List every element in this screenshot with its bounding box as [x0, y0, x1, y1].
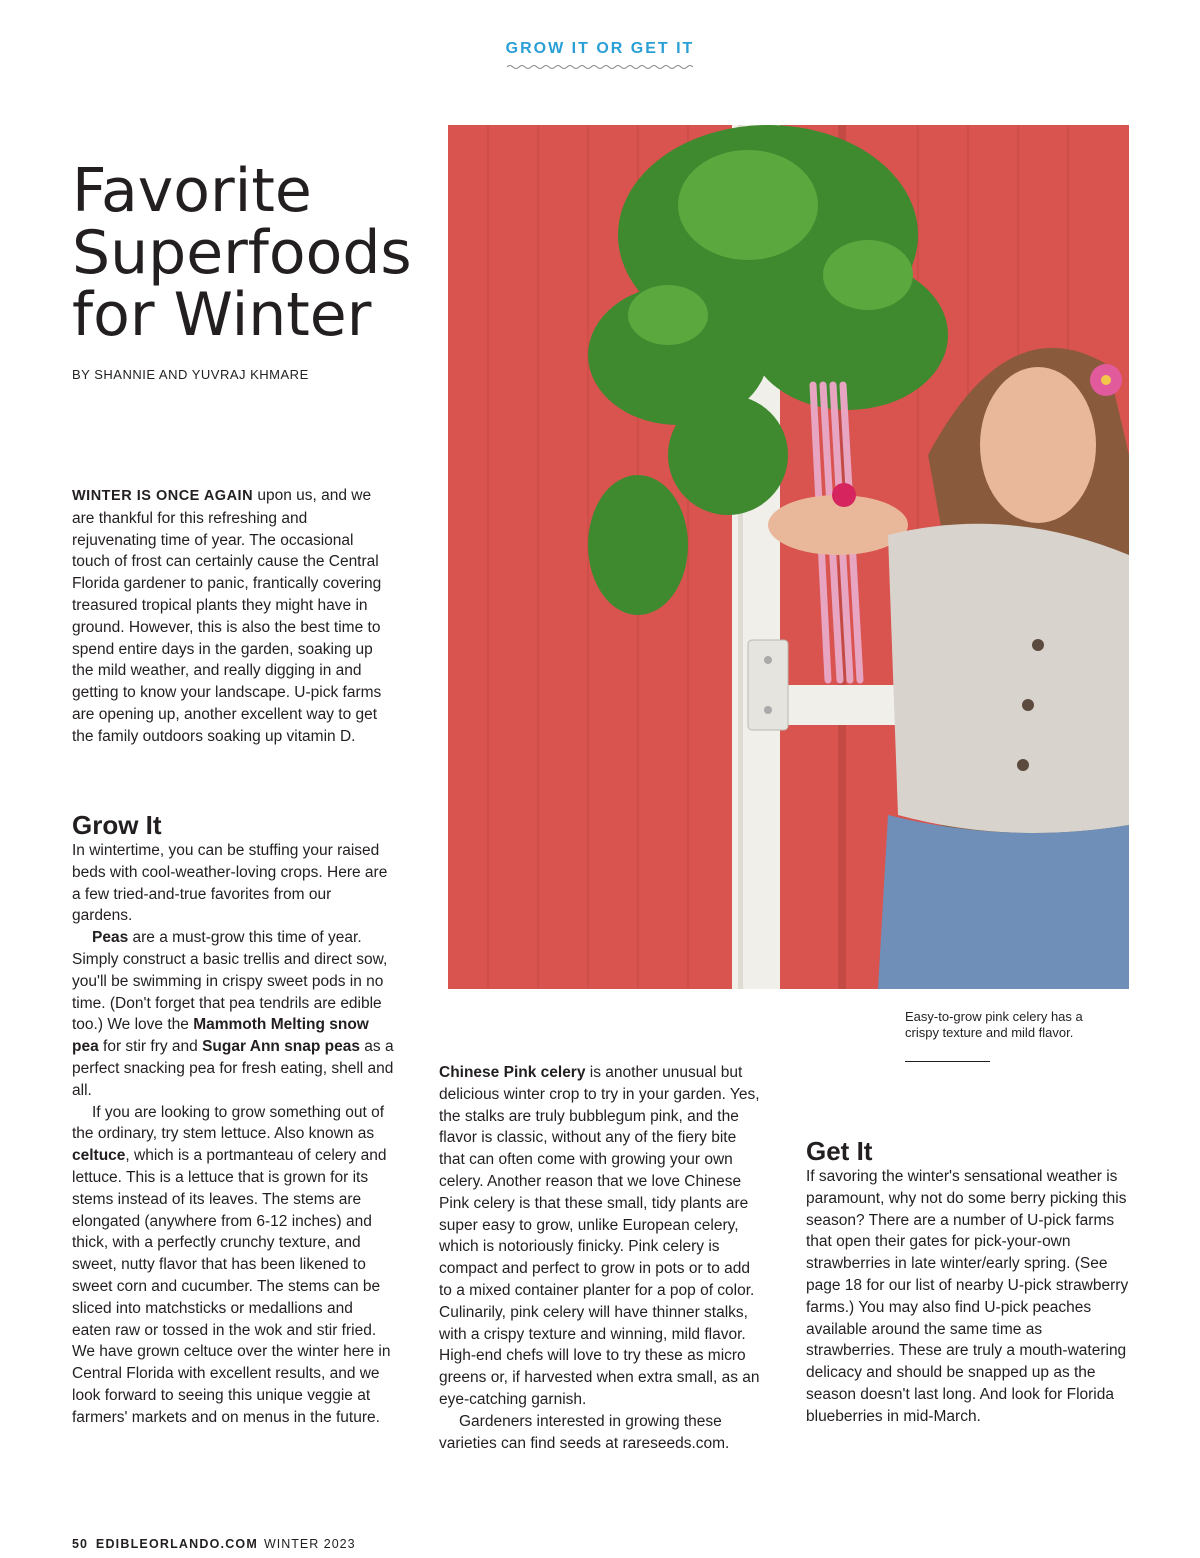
celery-paragraph-2: Gardeners interested in growing these varieties can find seeds at rareseeds.com. [439, 1412, 730, 1452]
bold-term: Peas [92, 929, 129, 947]
celery-paragraph-1 [439, 1062, 765, 1411]
get-it-section [806, 1136, 1130, 1428]
bold-term: celtuce [72, 1147, 126, 1165]
article-title [72, 156, 412, 350]
celery-photo [448, 125, 1129, 989]
celery-section [439, 1062, 765, 1454]
grow-paragraph-3 [72, 1102, 394, 1429]
section-tag [0, 40, 1200, 58]
title-line: Favorite [72, 156, 312, 226]
get-it-heading: Get It [806, 1136, 873, 1166]
photo-illustration [448, 125, 1129, 989]
byline: BY SHANNIE AND YUVRAJ KHMARE [72, 367, 309, 382]
page-footer [72, 1537, 356, 1551]
photo-caption: Easy-to-grow pink celery has a crispy texture and mild flavor. [905, 1009, 1083, 1040]
title-line: for Winter [72, 280, 372, 350]
intro-paragraph [72, 485, 394, 748]
wavy-underline [507, 63, 693, 71]
caption-rule [905, 1061, 990, 1062]
page-number: 50 [72, 1537, 88, 1551]
footer-site: EDIBLEORLANDO.COM [95, 1537, 258, 1551]
get-paragraph-1: If savoring the winter's sensational weather is paramount, why not do some berry picking this season? There are a number of U-pick farms that open their gates for pick-your-own strawberries in late winter/early spring. (See page 18 for our list of nearby U-pick strawberry farms.) You may also find U-pick peaches available around the same time as strawberries. These are truly a mouth-watering delicacy and should be snapped up as the season doesn't last long. And look for Florida blueberries in mid-March. [806, 1168, 1129, 1425]
grow-paragraph-1: In wintertime, you can be stuffing your raised beds with cool-weather-loving crops. Here are a few tried-and-true favorites from our gardens. [72, 842, 388, 925]
intro-lead: WINTER IS ONCE AGAIN [72, 488, 254, 504]
paragraph-text: for stir fry and [98, 1038, 203, 1056]
paragraph-text: are a must-grow this time of year. Simply construct a basic trellis and direct sow, you'll be swimming in crispy sweet pods in no time. (Don't forget that pea tendrils are edible too.) We love the [72, 929, 388, 1034]
grow-paragraph-2 [72, 927, 394, 1101]
bold-term: Mammoth Melting snow pea [72, 1016, 369, 1056]
footer-issue: WINTER 2023 [263, 1537, 356, 1551]
title-line: Superfoods [72, 218, 412, 288]
bold-term: Sugar Ann snap peas [202, 1038, 360, 1056]
section-tag-label: GROW IT OR GET IT [505, 40, 695, 57]
grow-it-section [72, 810, 394, 1429]
paragraph-text: If you are looking to grow something out of the ordinary, try stem lettuce. Also known as [72, 1103, 385, 1143]
paragraph-text: , which is a portmanteau of celery and lettuce. This is a lettuce that is grown for its stems instead of its leaves. The stems are elongated (anywhere from 6-12 inches) and thick, with a perfectly crunchy texture, and sweet, nutty flavor that has been likened to sweet corn and cucumber. The stems can be sliced into matchsticks or medallions and eaten raw or tossed in the wok and stir fried. We have grown celtuce over the winter here in Central Florida with excellent results, and we look forward to seeing this unique veggie at farmers' markets and on menus in the future. [72, 1147, 391, 1426]
paragraph-text: as a perfect snacking pea for fresh eating, shell and all. [72, 1038, 394, 1099]
bold-term: Chinese Pink celery [439, 1064, 586, 1081]
paragraph-text: is another unusual but delicious winter crop to try in your garden. Yes, the stalks are truly bubblegum pink, and the flavor is classic, without any of the fiery bite that can often come with growing your own celery. Another reason that we love Chinese Pink celery is that these small, tidy plants are super easy to grow, unlike European celery, which is notoriously finicky. Pink celery is compact and perfect to grow in pots or to add to a mixed container planter for a pop of color. Culinarily, pink celery will have thinner stalks, with a crispy texture and winning, mild flavor. High-end chefs will love to try these as micro greens or, if harvested when extra small, as an eye-catching garnish. [439, 1064, 760, 1408]
intro-body: upon us, and we are thankful for this refreshing and rejuvenating time of year. The occasional touch of frost can certainly cause the Central Florida gardener to panic, frantically covering treasured tropical plants they might have in ground. However, this is also the best time to spend entire days in the garden, soaking up the mild weather, and really digging in and getting to know your landscape. U-pick farms are opening up, another excellent way to get the family outdoors soaking up vitamin D. [72, 487, 382, 745]
grow-it-heading: Grow It [72, 810, 162, 840]
